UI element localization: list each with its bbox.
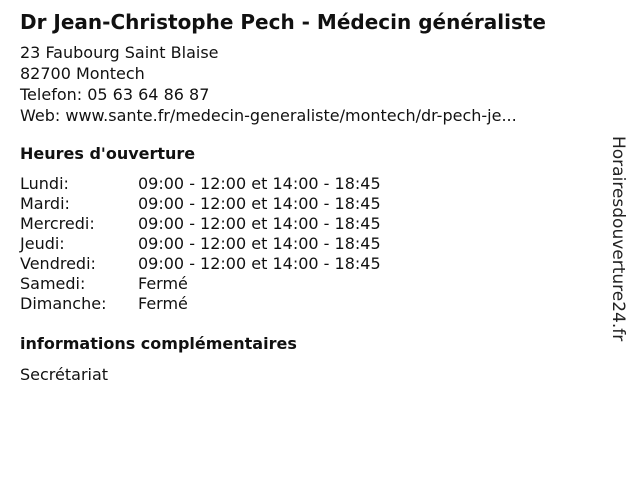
contact-block xyxy=(20,42,517,126)
hours-row-samedi xyxy=(20,274,381,294)
address-city: 82700 Montech xyxy=(20,64,145,83)
address-street: 23 Faubourg Saint Blaise xyxy=(20,43,219,62)
time-range: 09:00 - 12:00 et 14:00 - 18:45 xyxy=(138,214,381,233)
day-label: Mercredi: xyxy=(20,214,95,233)
day-label: Samedi: xyxy=(20,274,86,293)
hours-row-dimanche xyxy=(20,294,381,314)
hours-row-vendredi xyxy=(20,254,381,274)
opening-hours-table xyxy=(20,174,381,314)
time-range: 09:00 - 12:00 et 14:00 - 18:45 xyxy=(138,254,381,273)
additional-info-text: Secrétariat xyxy=(20,365,109,384)
phone-number: Telefon: 05 63 64 86 87 xyxy=(20,85,210,104)
day-label: Vendredi: xyxy=(20,254,96,273)
opening-hours-heading: Heures d'ouverture xyxy=(20,144,196,163)
hours-row-lundi xyxy=(20,174,381,194)
time-range: 09:00 - 12:00 et 14:00 - 18:45 xyxy=(138,194,381,213)
day-label: Mardi: xyxy=(20,194,70,213)
time-range: Fermé xyxy=(138,294,188,313)
day-label: Lundi: xyxy=(20,174,69,193)
day-label: Dimanche: xyxy=(20,294,107,313)
site-watermark: Horairesdouverture24.fr xyxy=(608,136,628,342)
time-range: 09:00 - 12:00 et 14:00 - 18:45 xyxy=(138,174,381,193)
hours-row-mercredi xyxy=(20,214,381,234)
day-label: Jeudi: xyxy=(20,234,65,253)
page-title: Dr Jean-Christophe Pech - Médecin généraliste xyxy=(20,10,546,34)
time-range: 09:00 - 12:00 et 14:00 - 18:45 xyxy=(138,234,381,253)
hours-row-jeudi xyxy=(20,234,381,254)
additional-info-heading: informations complémentaires xyxy=(20,334,297,353)
hours-row-mardi xyxy=(20,194,381,214)
time-range: Fermé xyxy=(138,274,188,293)
website-link: Web: www.sante.fr/medecin-generaliste/montech/dr-pech-je... xyxy=(20,106,517,125)
